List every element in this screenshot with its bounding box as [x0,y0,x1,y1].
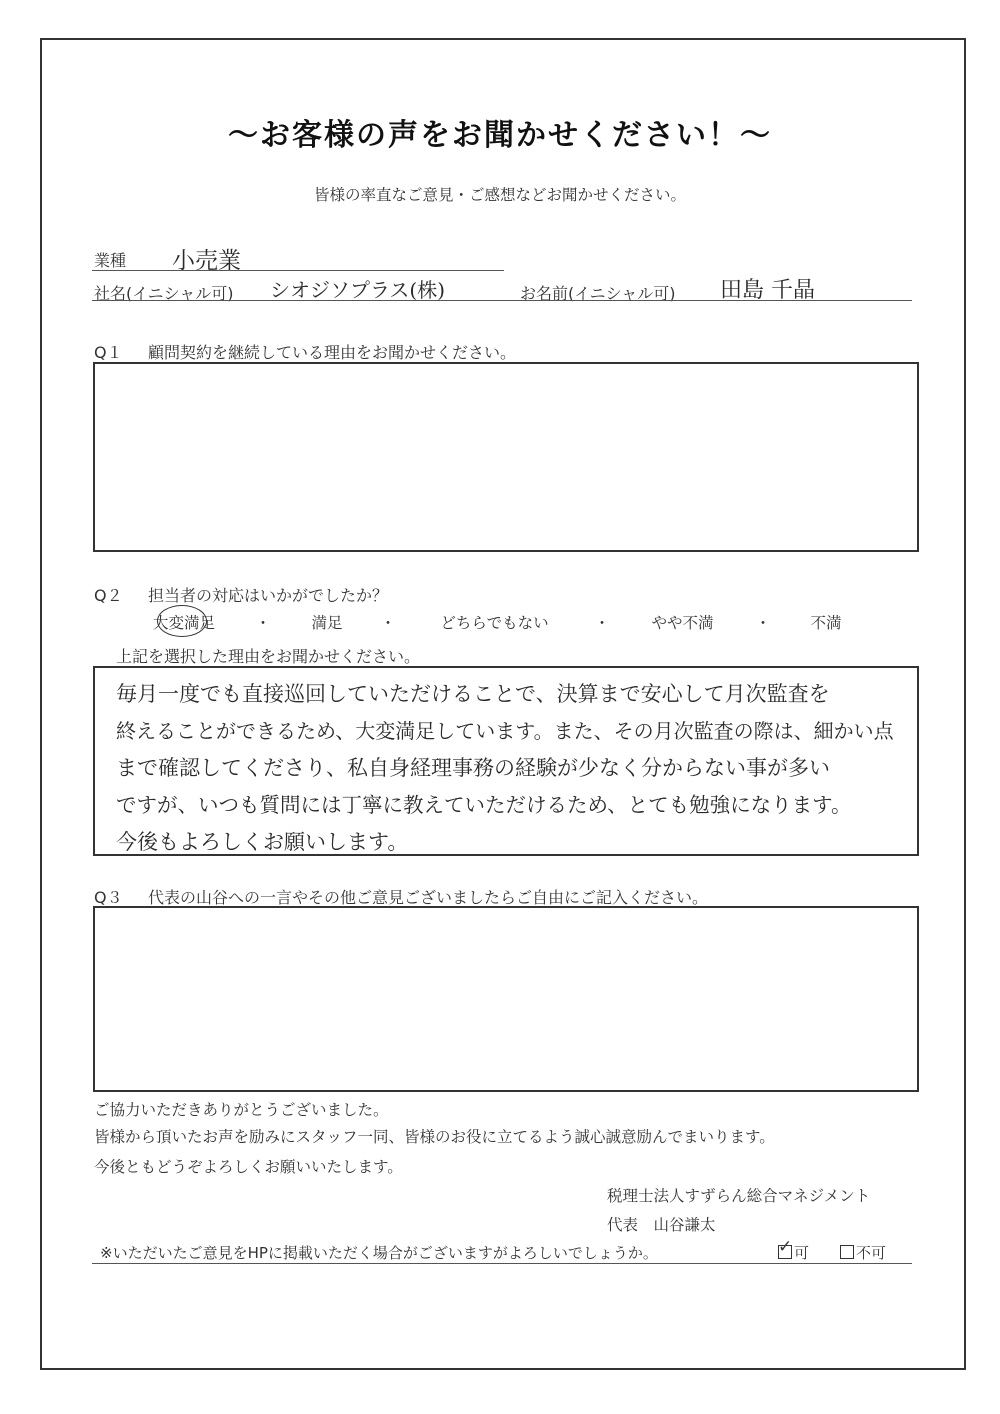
q2-answer-line: 今後もよろしくお願いします。 [116,830,409,854]
representative: 代表 山谷謙太 [607,1216,716,1234]
q2-answer-line: 毎月一度でも直接巡回していただけることで、決算まで安心して月次監査を [116,682,830,706]
q2-option-satisfied[interactable]: 満足 [311,614,343,632]
q3-answer-box[interactable] [93,906,919,1092]
option-separator: ・ [255,614,271,632]
selected-option-circle [157,605,207,637]
q1-question: 顧問契約を継続している理由をお聞かせください。 [148,343,517,362]
option-separator: ・ [380,614,396,632]
consent-deny-option[interactable] [840,1242,886,1263]
q2-question: 担当者の対応はいかがでしたか？ [148,586,389,605]
q2-option-neutral[interactable]: どちらでもない [440,614,549,632]
name-label: お名前(イニシャル可) [520,284,676,303]
form-subtitle: 皆様の率直なご意見・ご感想などお聞かせください。 [313,186,686,204]
q2-number: Q２ [94,586,123,605]
company-name-underline [92,300,912,301]
q2-answer-line: まで確認してくださり、私自身経理事務の経験が少なく分からない事が多い [116,756,830,780]
name-value: 田島 千晶 [720,278,815,303]
q2-answer-line: ですが、いつも質問には丁寧に教えていただけるため、とても勉強になります。 [116,793,852,817]
closing-line: 今後ともどうぞよろしくお願いいたします。 [94,1158,403,1176]
firm-name: 税理士法人すずらん総合マネジメント [607,1187,871,1205]
unchecked-checkbox-icon[interactable] [840,1245,854,1259]
form-title: 〜お客様の声をお聞かせください！〜 [228,118,772,153]
q2-reason-prompt: 上記を選択した理由をお聞かせください。 [116,647,421,666]
consent-deny-label: 不可 [856,1244,887,1262]
q2-option-somewhat-dissatisfied[interactable]: やや不満 [651,614,714,632]
industry-label: 業種 [94,251,127,270]
q2-option-very-satisfied[interactable]: 大変満足 [152,614,215,632]
consent-allow-option[interactable] [778,1242,809,1263]
q2-answer-line: 終えることができるため、大変満足しています。また、その月次監査の際は、細かい点 [116,719,894,743]
option-separator: ・ [594,614,610,632]
q2-option-dissatisfied[interactable]: 不満 [810,614,842,632]
consent-allow-label: 可 [794,1244,810,1262]
consent-underline [92,1263,912,1264]
checked-checkbox-icon[interactable] [778,1245,792,1259]
closing-line: ご協力いただきありがとうございました。 [94,1101,389,1119]
closing-line: 皆様から頂いたお声を励みにスタッフ一同、皆様のお役に立てるよう誠心誠意励んでまいります。 [94,1128,775,1146]
q1-answer-box[interactable] [93,362,919,552]
industry-underline [92,270,504,271]
q3-number: Q３ [94,888,123,907]
q3-question: 代表の山谷への一言やその他ご意見ございましたらご自由にご記入ください。 [148,888,709,907]
company-label: 社名(イニシャル可) [94,284,234,303]
company-value: シオジソプラス(株) [270,278,446,302]
option-separator: ・ [755,614,771,632]
consent-question: ※いただいたご意見をHPに掲載いただく場合がございますがよろしいでしょうか。 [100,1244,658,1262]
q1-number: Q１ [94,343,123,362]
industry-value: 小売業 [172,248,241,274]
